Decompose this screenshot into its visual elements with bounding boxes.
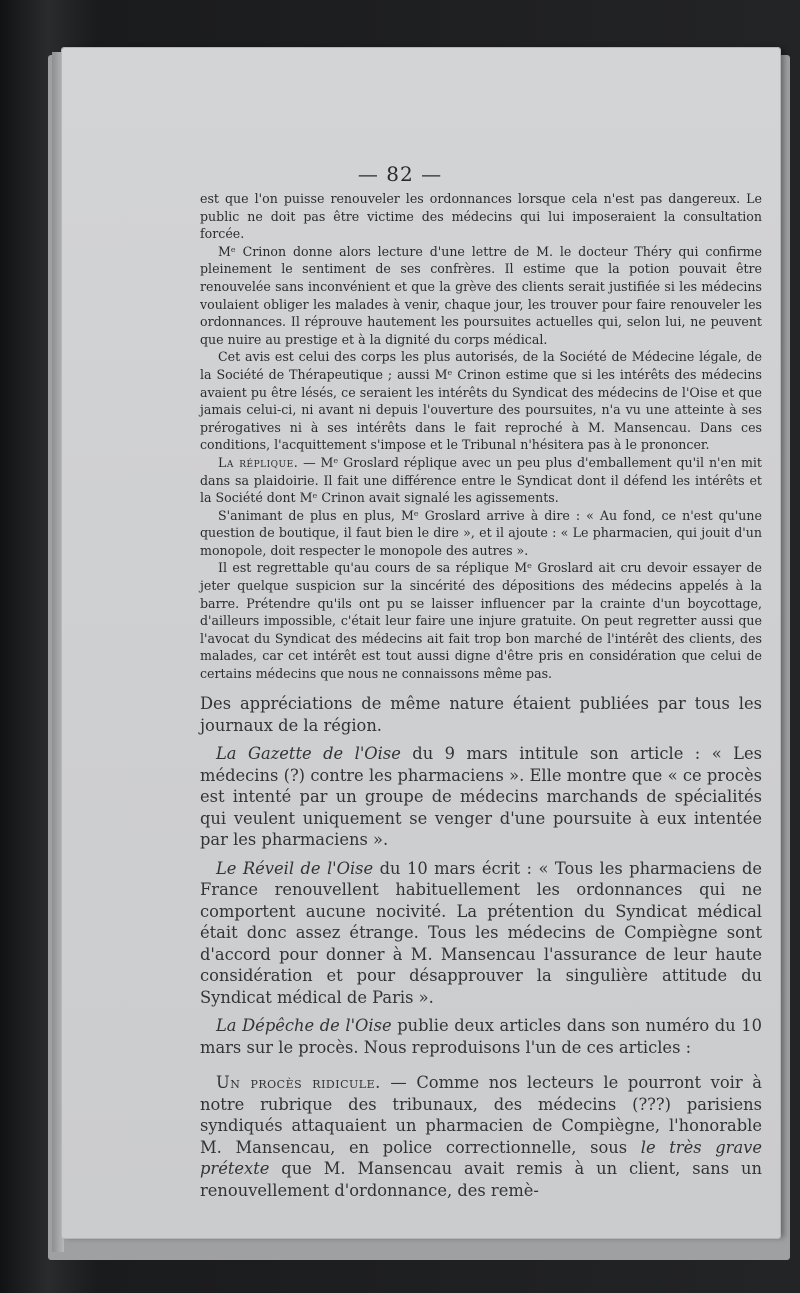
paragraph: Des appréciations de même nature étaient publiées par tous les journaux de la région. [200,694,762,735]
paragraph-text: du 10 mars écrit : « Tous les pharmaciens de France renouvellent habituellement les ordonnances qui ne comportent aucune nocivité. La prétention du Syndicat médical était donc assez étrange. Tous les médecins de Compiègne sont d'accord pour donner à M. Mansencau l'assurance de leur haute considération et pour désapprouver la singulière attitude du Syndicat médical de Paris ». [200,858,763,1007]
section-lead: La réplique. [218,454,299,470]
publication-title: La Dépêche de l'Oise [216,1016,392,1035]
quote-italic: le très grave prétexte [200,1137,762,1178]
paragraph-text: publie deux articles dans son numéro du 10 mars sur le procès. Nous reproduisons l'un de ces articles : [200,1016,762,1057]
publication-title: La Gazette de l'Oise [216,744,401,763]
paragraph [200,858,762,1009]
paragraph: Il est regrettable qu'au cours de sa réplique Mᵉ Groslard ait cru devoir essayer de jeter quelque suspicion sur la sincérité des dépositions des médecins appelés à la barre. Prétendre qu'ils ont pu se laisser influencer par la crainte d'un boycottage, d'ailleurs impossible, c'était leur faire une injure gratuite. On peut regretter aussi que l'avocat du Syndicat des médecins ait fait trop bon marché de l'intérêt des clients, des malades, car cet intérêt est tout aussi digne d'être pris en considération que celui de certains médecins que nous ne connaissons même pas. [200,560,762,682]
paragraph-text: — Mᵉ Groslard réplique avec un peu plus d'emballement qu'il n'en mit dans sa plaidoirie. Il fait une différence entre le Syndicat dont il défend les intérêts et la Société dont Mᵉ Crinon avait signalé les agissements. [200,454,762,506]
page-number: — 82 — [357,162,443,186]
small-print-section [200,190,762,683]
paragraph [200,1015,762,1058]
quoted-article [200,1072,762,1201]
paragraph: S'animant de plus en plus, Mᵉ Groslard arrive à dire : « Au fond, ce n'est qu'une question de boutique, il faut bien le dire », et il ajoute : « Le pharmacien, qui jouit d'un monopole, doit respecter le monopole des autres ». [200,507,762,558]
article-lead: Un procès ridicule. [216,1073,381,1092]
corner-artifact [715,20,760,46]
quote-text: que M. Mansencau avait remis à un client, sans un renouvellement d'ordonnance, des remè- [200,1159,762,1200]
paragraph: Cet avis est celui des corps les plus autorisés, de la Société de Médecine légale, de la Société de Thérapeutique ; aussi Mᵉ Crinon estime que si les intérêts des médecins avaient pu être lésés, ce seraient les intérêts du Syndicat des médecins de l'Oise et que jamais celui-ci, ni avant ni depuis l'ouverture des poursuites, n'a vu une atteinte à ses prérogatives ni à ses intérêts dans le fait reproché à M. Mansencau. Dans ces conditions, l'acquittement s'impose et le Tribunal n'hésitera pas à le prononcer. [200,349,762,453]
quote-text: — Comme nos lecteurs le pourront voir à notre rubrique des tribunaux, des médecins (???) parisiens syndiqués attaquaient un pharmacien de Compiègne, l'honorable M. Mansencau, en police correctionnelle, sous [200,1073,762,1157]
main-text-section [200,693,762,1208]
paragraph [200,454,762,507]
paragraph [200,743,762,851]
paragraph-text: du 9 mars intitule son article : « Les médecins (?) contre les pharmaciens ». Elle montre que « ce procès est intenté par un groupe de médecins marchands de spécialités qui veulent uniquement se venger d'une poursuite à eux intentée par les pharmaciens ». [200,744,762,849]
paragraph: Mᵉ Crinon donne alors lecture d'une lettre de M. le docteur Théry qui confirme pleinement le sentiment de ses confrères. Il estime que la potion pouvait être renouvelée sans inconvénient et que la grève des clients serait justifiée si les médecins voulaient obliger les malades à venir, chaque jour, les trouver pour faire renouveler les ordonnances. Il réprouve hautement les poursuites actuelles qui, selon lui, ne peuvent que nuire au prestige et à la dignité du corps médical. [200,243,762,347]
publication-title: Le Réveil de l'Oise [216,858,374,878]
paragraph: est que l'on puisse renouveler les ordonnances lorsque cela n'est pas dangereux. Le public ne doit pas être victime des médecins qui lui imposeraient la consultation forcée. [200,191,762,242]
